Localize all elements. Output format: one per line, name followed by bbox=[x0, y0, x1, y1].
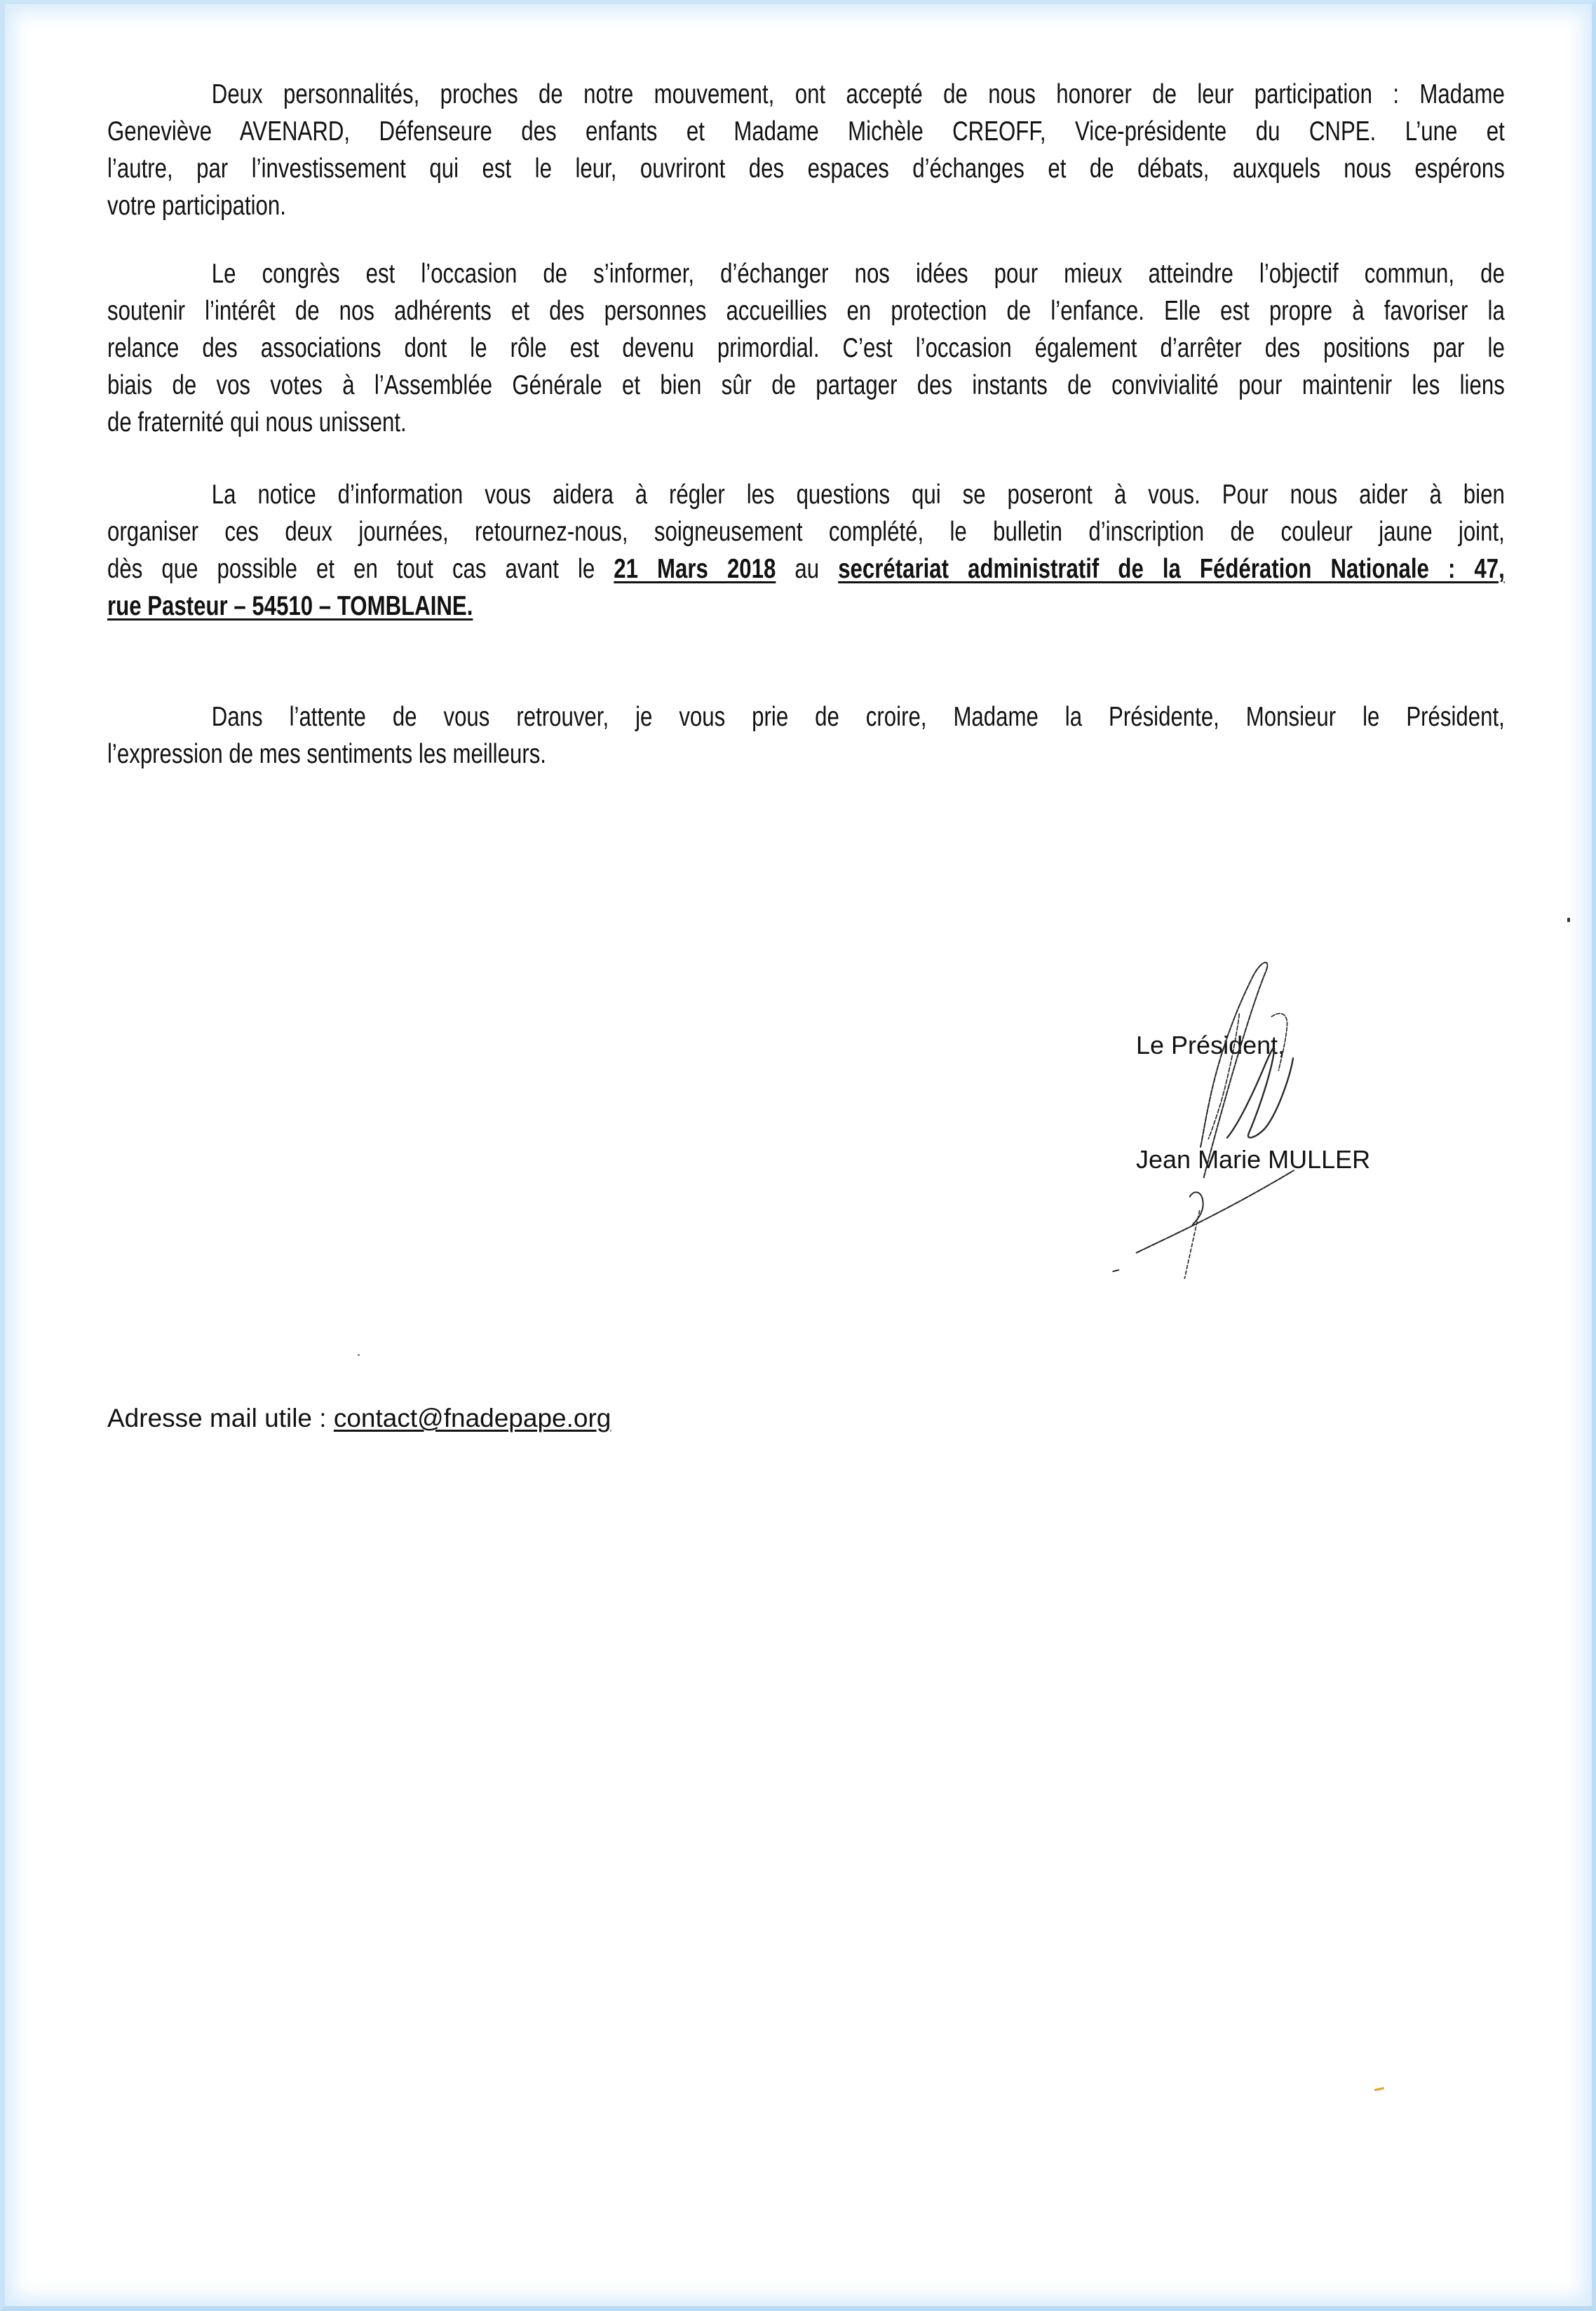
signature-stroke bbox=[1227, 1048, 1293, 1137]
paragraph-line: l’autre, par l’investissement qui est le leur, ouvriront des espaces d’échanges et de débats, auxquels nous espérons bbox=[107, 154, 1505, 184]
paragraph-line: organiser ces deux journées, retournez-nous, soigneusement complété, le bulletin d’inscription de couleur jaune joint, bbox=[107, 517, 1505, 547]
scan-speck bbox=[1567, 918, 1570, 922]
handwritten-signature bbox=[1087, 937, 1438, 1301]
paragraph-line: Geneviève AVENARD, Défenseure des enfants et Madame Michèle CREOFF, Vice-présidente du CNPE. L’une et bbox=[107, 116, 1505, 147]
paragraph-line: Le congrès est l’occasion de s’informer, d’échanger nos idées pour mieux atteindre l’objectif commun, de bbox=[211, 259, 1505, 289]
signature-stroke bbox=[1208, 1014, 1239, 1139]
paragraph-line bbox=[107, 588, 1505, 625]
contact-mail-label: Adresse mail utile : bbox=[107, 1404, 334, 1432]
paragraph-line: l’expression de mes sentiments les meilleurs. bbox=[107, 739, 546, 769]
line-text: dès que possible et en tout cas avant le bbox=[107, 554, 614, 584]
paragraph-line: relance des associations dont le rôle est devenu primordial. C’est l’occasion également d’arrêter des positions par le bbox=[107, 333, 1505, 363]
signature-stroke bbox=[1113, 1270, 1118, 1271]
signature-stroke bbox=[1190, 1192, 1203, 1224]
secretariat-address: secrétariat administratif de la Fédération Nationale : 47, bbox=[838, 554, 1505, 584]
signature-stroke bbox=[1201, 963, 1268, 1178]
paragraph-line: de fraternité qui nous unissent. bbox=[107, 407, 407, 438]
signature-stroke bbox=[1271, 1013, 1287, 1070]
paragraph-line: Deux personnalités, proches de notre mouvement, ont accepté de nous honorer de leur participation : Madame bbox=[211, 79, 1505, 109]
paragraph-line bbox=[107, 550, 1505, 588]
paragraph-line: biais de vos votes à l’Assemblée Générale et bien sûr de partager des instants de convivialité pour maintenir les liens bbox=[107, 370, 1505, 400]
contact-mail-line bbox=[107, 1400, 611, 1437]
signatory-name: Jean Marie MULLER bbox=[1136, 1145, 1371, 1174]
paragraph-line: soutenir l’intérêt de nos adhérents et des personnes accueillies en protection de l’enfance. Elle est propre à favoriser la bbox=[107, 296, 1505, 326]
line-text: au bbox=[776, 554, 839, 584]
signatory-title: Le Président, bbox=[1136, 1031, 1285, 1059]
paragraph-line: La notice d’information vous aidera à régler les questions qui se poseront à vous. Pour nous aider à bien bbox=[211, 480, 1505, 510]
paragraph-line: votre participation. bbox=[107, 191, 286, 221]
contact-mail-address: contact@fnadepape.org bbox=[333, 1404, 611, 1432]
scan-speck bbox=[358, 1354, 360, 1356]
signature-stroke bbox=[1184, 1211, 1199, 1279]
deadline-date: 21 Mars 2018 bbox=[614, 554, 776, 584]
paragraph-line: Dans l’attente de vous retrouver, je vous prie de croire, Madame la Présidente, Monsieur le Président, bbox=[211, 702, 1505, 732]
secretariat-address-street: rue Pasteur – 54510 – TOMBLAINE. bbox=[107, 591, 473, 621]
signature-stroke bbox=[1137, 1170, 1294, 1252]
